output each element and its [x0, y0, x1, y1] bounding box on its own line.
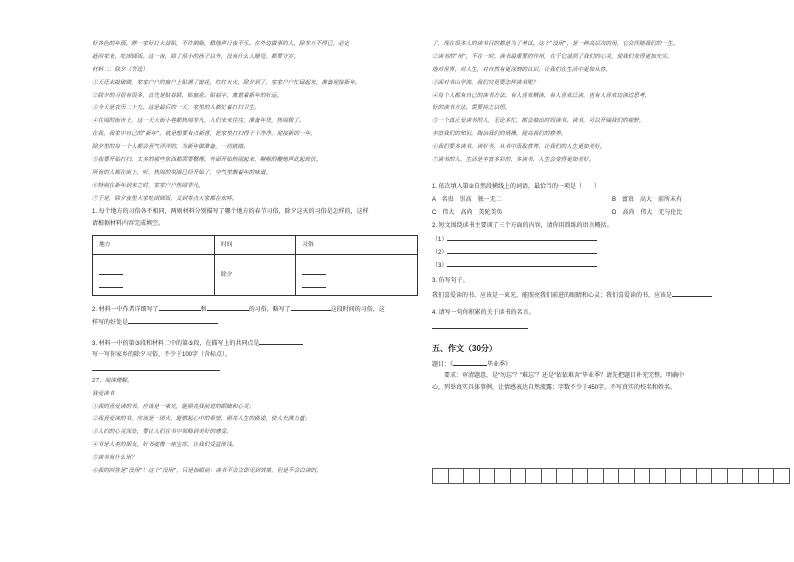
- question-2-line: 2. 材料一中作者详细写了 和 的习俗，略写了 这段时间的习俗，这: [92, 302, 447, 315]
- table-header-time: 时间: [214, 236, 295, 255]
- q1-options-row-1: [432, 194, 792, 207]
- reading-line: ③人们的心灵深处，要让人们在书中领略到美好的感受。: [92, 429, 232, 436]
- question-3-line: 3. 材料一中的第③段和材料二中的第⑤段，在描写上的共同点是: [92, 336, 447, 349]
- q3-blank[interactable]: [259, 336, 303, 345]
- reading-line: ⑤读书有什么用？: [92, 455, 137, 462]
- reading-line: ②我喜爱读的书，应该是一团火，能燃起心中的希望，照亮人生的路途，使人充满力量；: [92, 416, 311, 423]
- material-two-line: ⑥特别在新年到来之时，家家户户热闹非凡。: [92, 182, 204, 189]
- option-c[interactable]: C 伟大 高尚 美轮美奂: [432, 209, 503, 216]
- grid-cell[interactable]: [604, 468, 620, 484]
- grid-cell[interactable]: [464, 468, 480, 484]
- reading-line: ④书是人类的朋友，好书就像一座宝库，让我们受益匪浅。: [92, 442, 238, 449]
- q1-options-row-2: [432, 207, 792, 220]
- q2-item-3: （3）: [432, 258, 792, 271]
- right-column: [432, 38, 792, 395]
- r-question-1: 1. 依次填入第②自然段横线上的词语，最恰当的一项是（ ）: [432, 183, 601, 190]
- q3-model-sentence: 我们喜爱读的书，应该是一束光，能照亮我们前进的眼睛和心灵；我们喜爱读的书，应该是: [432, 288, 792, 301]
- question-1-line: 1. 每个地方的习俗各不相同，两则材料分别描写了哪个地方的春节习俗，除夕这天的习俗是怎样的，这样: [92, 208, 369, 215]
- grid-cell[interactable]: [759, 468, 775, 484]
- material-two-line: 所有的人都在街上，听，热闹的氛围已经开始了，空气里飘着年的味道。: [92, 169, 272, 176]
- continuation-line: ②读书的“用”，不在一时。读书最重要的作用，在于它滋润了我们的心灵，使我们变得更加充实。: [432, 53, 673, 60]
- place-answer-cell[interactable]: [93, 255, 215, 296]
- r-question-4: 4. 请写一句你积累的关于读书的名言。: [432, 309, 535, 316]
- continuation-line: 地对世界，对人生，对自然有更深刻的认识，让我们在生活中更加从容。: [432, 66, 612, 73]
- continuation-line: ⑦读书的人，生活是丰富多彩的，多读书，人生会变得更加美好。: [432, 157, 595, 164]
- grid-cell[interactable]: [743, 468, 759, 484]
- grid-cell[interactable]: [588, 468, 604, 484]
- section-27-title: 27、阅读理解。: [92, 377, 133, 384]
- continuation-line: ⑥我们要多读书，读好书，从书中汲取营养，让我们的人生更加美好。: [432, 144, 606, 151]
- grid-cell[interactable]: [666, 468, 682, 484]
- material-two-line: 在我，我家中自己的“新年”，就是想要有点新意，把家里打扫得干干净净，迎接新的一年。: [92, 131, 316, 138]
- section-5-title: 五、作文（30分）: [432, 343, 497, 353]
- intro-line: 赶回家来，吃团圆饭。这一夜，除了很小的孩子以外，没有什么人睡觉，都要守岁。: [92, 53, 299, 60]
- grid-cell[interactable]: [557, 468, 573, 484]
- grid-cell[interactable]: [681, 468, 697, 484]
- q2-answer-2[interactable]: [447, 245, 597, 254]
- table-header-place: 地方: [93, 236, 215, 255]
- reading-line: ⑥我的回答是“没用”！这个“没用”，只是指眼前：读书不会立即见到效果，但是不会白读的。: [92, 468, 322, 475]
- customs-table: [92, 235, 418, 296]
- grid-cell[interactable]: [526, 468, 542, 484]
- grid-cell[interactable]: [697, 468, 713, 484]
- grid-cell[interactable]: [728, 468, 744, 484]
- continuation-line: ④每个人都有自己的读书方法。有人喜欢精读，有人喜欢泛读，也有人喜欢边读边思考，: [432, 92, 651, 99]
- grid-cell[interactable]: [542, 468, 558, 484]
- question-2-line-2: 样写的好处是: [92, 315, 447, 328]
- reading-line: ①我的喜爱读的书，应该是一束光，能照亮我前进的眼睛和心灵；: [92, 403, 255, 410]
- q2-blank-1[interactable]: [159, 302, 201, 311]
- grid-cell[interactable]: [573, 468, 589, 484]
- continuation-line: ⑤一个真正爱读书的人，无论多忙，都会抽出时间读书。读书，可以开阔我们的视野，: [432, 118, 645, 125]
- q2-item-1: （1）: [432, 232, 792, 245]
- essay-requirement: 心，列举真实具体事例，让情感表达自然流露；字数不少于450字，不写真实的校名和姓名。: [432, 385, 677, 392]
- grid-cell[interactable]: [712, 468, 728, 484]
- material-two-line: ⑤我要开始打扫，太多的那些东西都需要整理。外面开始热闹起来，噼啪的鞭炮声此起彼伏。: [92, 157, 322, 164]
- q2-answer-1[interactable]: [447, 232, 597, 241]
- material-two-line: ①天还未敲破晓，家家户户的窗户上贴满了窗花，红红火火，除夕到了，家家户户忙碌起来，准备迎接新年。: [92, 79, 361, 86]
- material-two-line: ⑦于是，除夕夜里大家吃团圆饭，又到零点大家都在欢呼。: [92, 195, 238, 202]
- reading-title: 我爱读书: [92, 390, 115, 397]
- continuation-line: 好的读书方法，需要持之以恒。: [432, 105, 511, 112]
- grid-cell[interactable]: [480, 468, 496, 484]
- essay-prompt: 题目：《 毕业季》: [432, 357, 792, 370]
- q2-answer-3[interactable]: [447, 258, 597, 267]
- essay-requirement: 要求：审清题意，是“勿忘”？“难忘”？还是“依依难舍”毕业季？请先把题目补充完整，明确中: [444, 372, 684, 379]
- q2-item-2: （2）: [432, 245, 792, 258]
- question-3-line-2: 写一写你家乡的除夕习俗，不少于100字（含标点）。: [92, 352, 232, 359]
- q2-blank-3[interactable]: [291, 302, 331, 311]
- q3-answer[interactable]: [672, 288, 712, 297]
- grid-cell[interactable]: [635, 468, 651, 484]
- material-two-line: ③今天是农历二十九，这是最后的一天，家里的人都忙着打扫卫生。: [92, 105, 260, 112]
- essay-writing-grid[interactable]: [432, 468, 790, 484]
- grid-cell[interactable]: [449, 468, 465, 484]
- r-question-2: 2. 短文围绕读书主要谈了三个方面的内容，请你用简练的语言概括。: [432, 222, 613, 229]
- table-header-custom: 习俗: [296, 236, 418, 255]
- q3-answer-line[interactable]: [92, 362, 447, 375]
- material-two-line: 除夕里的每一个人都会喜气洋洋的，为新年做准备，一切就绪。: [92, 144, 249, 151]
- q2-blank-4[interactable]: [128, 315, 218, 324]
- custom-answer-cell[interactable]: [296, 255, 418, 296]
- material-two-line: ④在闹的街市上，这一天大街小巷都热闹非凡，人们来来往往，准备年货，热闹极了。: [92, 118, 305, 125]
- left-column: [92, 38, 447, 478]
- question-1-line: 请根据材料内容完成填空。: [92, 221, 165, 228]
- grid-cell[interactable]: [511, 468, 527, 484]
- essay-title-blank[interactable]: [453, 357, 487, 366]
- grid-cell[interactable]: [619, 468, 635, 484]
- material-two-line: ②除夕的习俗有很多，首先是贴春联、贴窗花、贴福字，寓意着新年的好运。: [92, 92, 283, 99]
- r-question-3: 3. 仿写句子。: [432, 278, 469, 285]
- grid-cell[interactable]: [433, 468, 449, 484]
- option-a[interactable]: A 名贵 崇高 独一无二: [432, 196, 502, 203]
- intro-line: 好各色的年画。晔一家好打大蒜贴，不许倒脂，稳地声日夜不乐。在外边做事的人，除非万不得已，必定: [92, 41, 350, 47]
- material-two-title: 材料二：除夕（节选）: [92, 66, 148, 73]
- option-b[interactable]: B 富贵 高大 前所未有: [612, 196, 683, 203]
- time-cell: 除夕: [214, 255, 295, 296]
- grid-cell[interactable]: [495, 468, 511, 484]
- grid-cell[interactable]: [650, 468, 666, 484]
- q4-answer-line[interactable]: [432, 320, 792, 333]
- continuation-line: 了，现在很多人的读书目的都是为了考试。这个“没用”，是一种高层次的用，它会伴随我们的一生。: [432, 41, 679, 47]
- continuation-line: ③面对书山学海，我们究竟要怎样读书呢？: [432, 79, 539, 86]
- q2-blank-2[interactable]: [207, 302, 249, 311]
- option-d[interactable]: D 高尚 伟大 无与伦比: [612, 209, 683, 216]
- continuation-line: 丰富我们的知识，陶冶我们的情操，提高我们的修养。: [432, 131, 567, 138]
- grid-cell[interactable]: [774, 468, 790, 484]
